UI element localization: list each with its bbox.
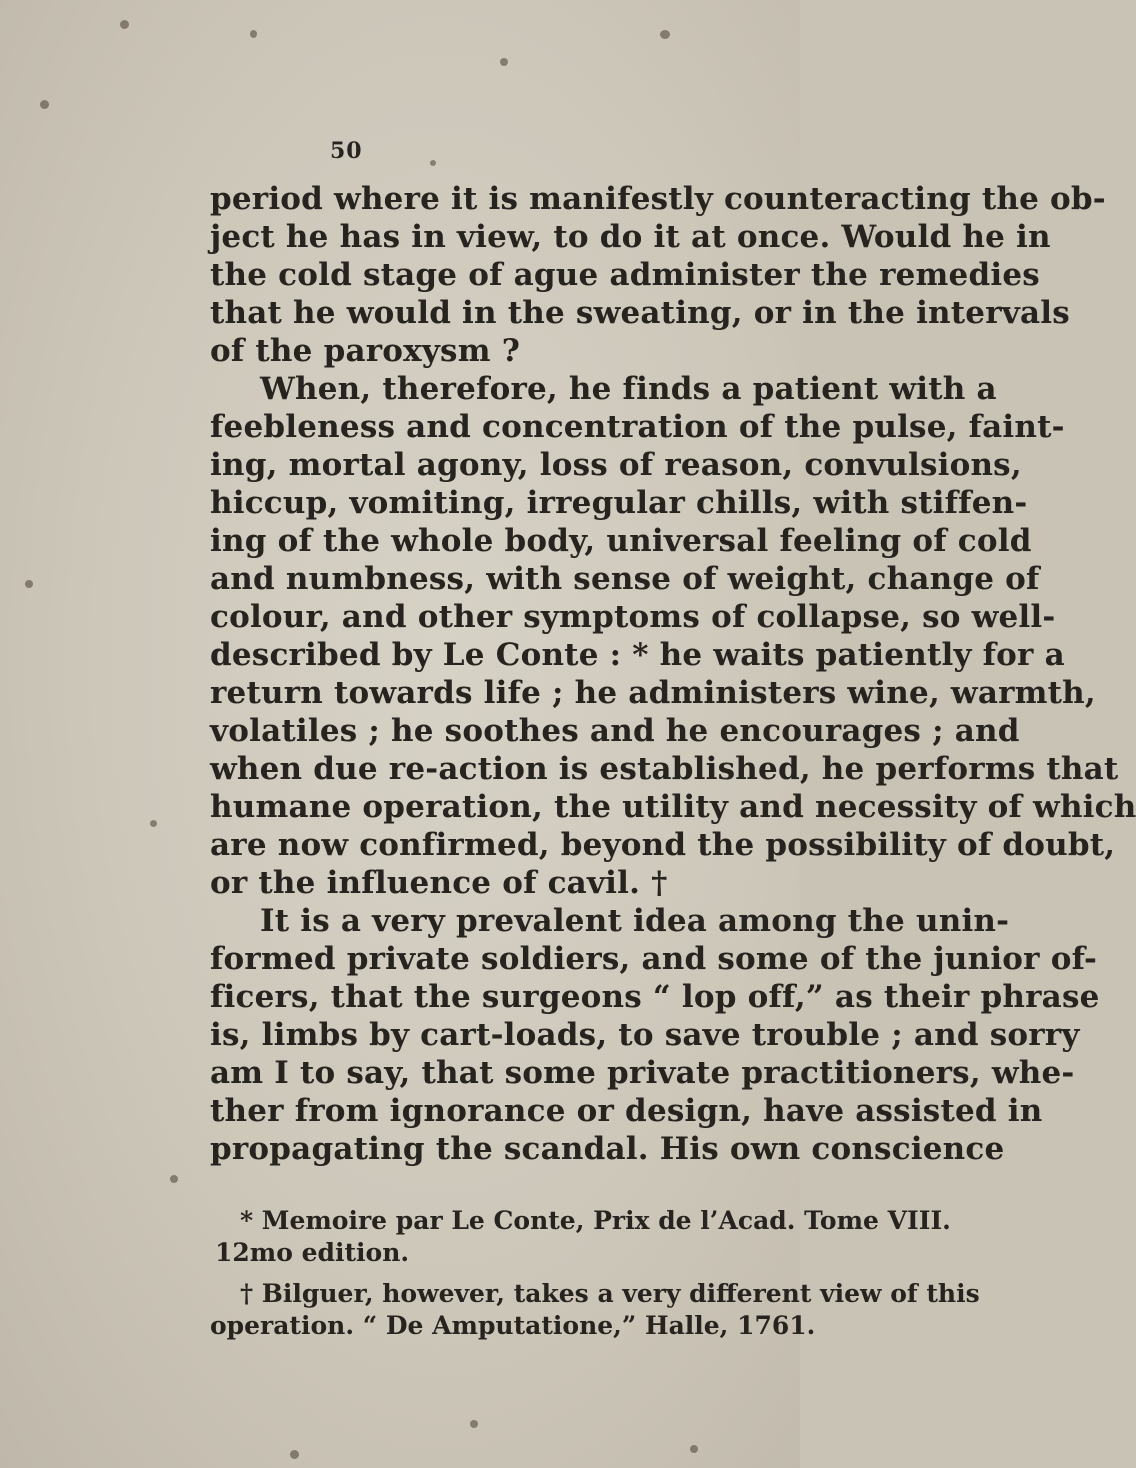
- body-line: propagating the scandal. His own conscience: [210, 1131, 1005, 1167]
- body-line: described by Le Conte : * he waits patiently for a: [210, 637, 1065, 673]
- footnote-line: † Bilguer, however, takes a very different view of this: [240, 1279, 980, 1308]
- foxing-spot: [250, 30, 257, 38]
- body-line: When, therefore, he finds a patient with a: [260, 371, 997, 407]
- body-line: hiccup, vomiting, irregular chills, with stiffen-: [210, 485, 1028, 521]
- foxing-spot: [150, 820, 157, 827]
- foxing-spot: [660, 30, 670, 39]
- footnote-line: * Memoire par Le Conte, Prix de l’Acad. Tome VIII.: [240, 1206, 951, 1235]
- foxing-spot: [290, 1450, 299, 1459]
- body-line: ther from ignorance or design, have assisted in: [210, 1093, 1043, 1129]
- foxing-spot: [470, 1420, 478, 1428]
- body-line: humane operation, the utility and necessity of which: [210, 789, 1136, 825]
- page-number: 50: [330, 138, 363, 164]
- body-line: when due re-action is established, he performs that: [210, 751, 1119, 787]
- foxing-spot: [500, 58, 508, 66]
- body-line: ject he has in view, to do it at once. Would he in: [210, 219, 1051, 255]
- body-line: colour, and other symptoms of collapse, so well-: [210, 599, 1056, 635]
- foxing-spot: [690, 1445, 698, 1453]
- body-line: period where it is manifestly counteracting the ob-: [210, 181, 1106, 217]
- footnote-line: operation. “ De Amputatione,” Halle, 1761.: [210, 1311, 816, 1340]
- body-line: formed private soldiers, and some of the junior of-: [210, 941, 1098, 977]
- body-line: ing, mortal agony, loss of reason, convulsions,: [210, 447, 1022, 483]
- foxing-spot: [170, 1175, 178, 1183]
- body-line: ing of the whole body, universal feeling of cold: [210, 523, 1032, 559]
- body-line: that he would in the sweating, or in the intervals: [210, 295, 1070, 331]
- foxing-spot: [25, 580, 33, 588]
- body-line: return towards life ; he administers wine, warmth,: [210, 675, 1096, 711]
- body-line: and numbness, with sense of weight, change of: [210, 561, 1040, 597]
- foxing-spot: [430, 160, 436, 166]
- footnote-line: 12mo edition.: [215, 1238, 410, 1267]
- body-line: volatiles ; he soothes and he encourages ; and: [210, 713, 1020, 749]
- body-line: are now confirmed, beyond the possibility of doubt,: [210, 827, 1116, 863]
- body-line: ficers, that the surgeons “ lop off,” as their phrase: [210, 979, 1100, 1015]
- body-line: It is a very prevalent idea among the unin-: [260, 903, 1010, 939]
- body-line: or the influence of cavil. †: [210, 865, 668, 901]
- foxing-spot: [120, 20, 129, 29]
- body-line: feebleness and concentration of the pulse, faint-: [210, 409, 1065, 445]
- body-line: is, limbs by cart-loads, to save trouble ; and sorry: [210, 1017, 1080, 1053]
- body-line: am I to say, that some private practitioners, whe-: [210, 1055, 1075, 1091]
- body-line: of the paroxysm ?: [210, 333, 521, 369]
- body-line: the cold stage of ague administer the remedies: [210, 257, 1040, 293]
- foxing-spot: [40, 100, 49, 109]
